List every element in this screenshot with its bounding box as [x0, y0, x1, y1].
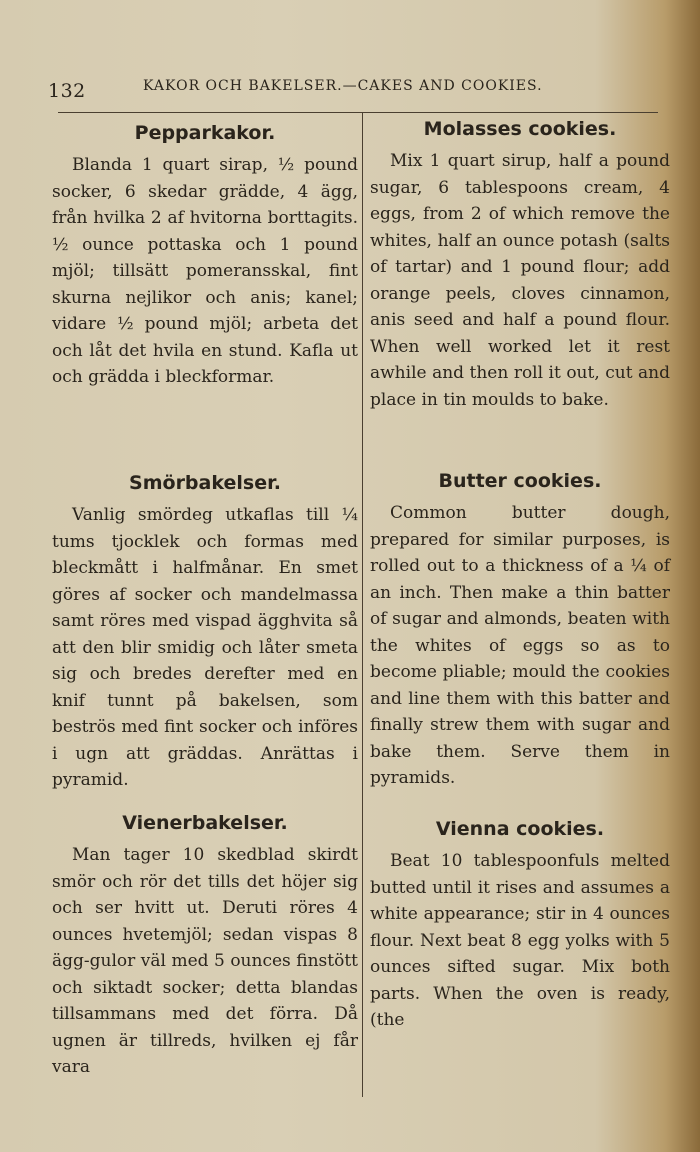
header-rule [58, 112, 658, 113]
column-divider [362, 112, 363, 1097]
recipe-vienna-cookies [370, 818, 670, 1034]
recipe-heading: Vienerbakelser. [122, 812, 288, 834]
recipe-text: Beat 10 tablespoonfuls melted butted until it rises and assumes a white appearance; stir in 4 ounces flour. Next beat 8 egg yolks with 5 ounces sifted sugar. Mix both parts. When the oven is ready, (the [370, 851, 670, 1030]
recipe-heading: Butter cookies. [438, 470, 602, 492]
recipe-pepparkakor [52, 122, 358, 391]
recipe-heading: Smörbakelser. [129, 472, 281, 494]
recipe-heading: Molasses cookies. [423, 118, 617, 140]
page-number: 132 [48, 80, 86, 102]
recipe-text: Man tager 10 skedblad skirdt smör och rör det tills det höjer sig och ser hvitt ut. Deruti röres 4 ounces hvetemjöl; sedan vispas 8 ägg-gulor väl med 5 ounces finstött och siktadt socker; detta blandas tillsammans med det förra. Då ugnen är tillreds, hvilken ej får vara [52, 845, 358, 1077]
recipe-butter-cookies [370, 470, 670, 792]
recipe-smorbakelser [52, 472, 358, 794]
page-header [48, 72, 668, 102]
recipe-text: Vanlig smördeg utkaflas till ¼ tums tjocklek och formas med bleckmått i halfmånar. En smet göres af socker och mandelmassa samt röres med vispad ägghvita så att den blir smidig och låter smeta sig och bredes derefter med en knif tunnt på bakelsen, som beströs med fint socker och införes i ugn att gräddas. Anrättas i pyramid. [52, 505, 358, 790]
recipe-heading: Pepparkakor. [134, 122, 276, 144]
recipe-text: Blanda 1 quart sirap, ½ pound socker, 6 skedar grädde, 4 ägg, från hvilka 2 af hvitorna borttagits. ½ ounce pottaska och 1 pound mjöl; tillsätt pomeransskal, fint skurna nejlikor och anis; kanel; vidare ½ pound mjöl; arbeta det och låt det hvila en stund. Kafla ut och grädda i bleckformar. [52, 155, 358, 387]
recipe-vienerbakelser [52, 812, 358, 1081]
recipe-heading: Vienna cookies. [435, 818, 605, 840]
recipe-text: Mix 1 quart sirup, half a pound sugar, 6 tablespoons cream, 4 eggs, from 2 of which remove the whites, half an ounce potash (salts of tartar) and 1 pound flour; add orange peels, cloves cinnamon, anis seed and half a pound flour. When well worked let it rest awhile and then roll it out, cut and place in tin moulds to bake. [370, 151, 670, 410]
recipe-text: Common butter dough, prepared for similar purposes, is rolled out to a thickness of a ¼ of an inch. Then make a thin batter of sugar and almonds, beaten with the whites of eggs so as to become pliable; mould the cookies and line them with this batter and finally strew them with sugar and bake them. Serve them in pyramids. [370, 503, 670, 788]
recipe-molasses-cookies [370, 118, 670, 413]
running-title: KAKOR OCH BAKELSER.—CAKES AND COOKIES. [143, 78, 543, 94]
